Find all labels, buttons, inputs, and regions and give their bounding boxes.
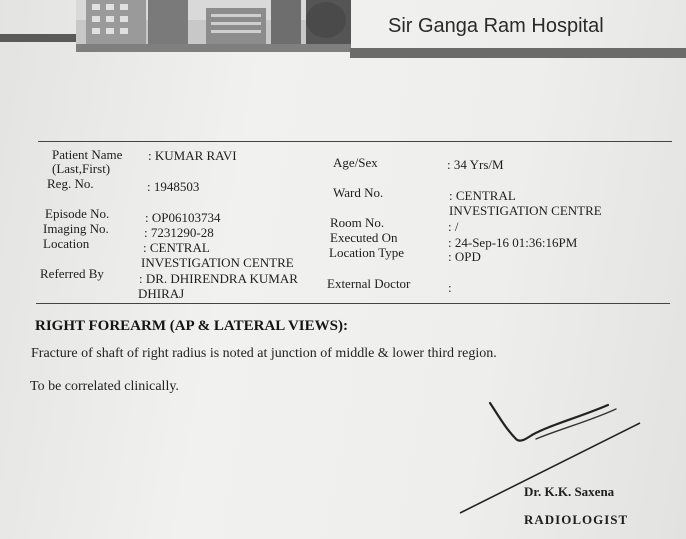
patient-name-value: : KUMAR RAVI bbox=[148, 148, 237, 163]
patient-name-label: Patient Name bbox=[52, 147, 123, 162]
age-sex-label: Age/Sex bbox=[333, 155, 378, 170]
location-value: : CENTRAL bbox=[143, 240, 210, 255]
imaging-no-value: : 7231290-28 bbox=[144, 225, 214, 240]
imaging-no-label: Imaging No. bbox=[43, 221, 109, 236]
hospital-name: Sir Ganga Ram Hospital bbox=[388, 15, 604, 37]
referred-by-value-2: DHIRAJ bbox=[138, 286, 185, 301]
reg-no-label: Reg. No. bbox=[47, 176, 94, 191]
age-sex-value: : 34 Yrs/M bbox=[447, 157, 504, 172]
ward-no-value: : CENTRAL bbox=[449, 188, 516, 203]
report-heading: RIGHT FOREARM (AP & LATERAL VIEWS): bbox=[35, 318, 348, 334]
executed-on-value: : 24-Sep-16 01:36:16PM bbox=[448, 235, 578, 250]
ward-no-value-2: INVESTIGATION CENTRE bbox=[449, 203, 602, 218]
referred-by-value: : DR. DHIRENDRA KUMAR bbox=[139, 271, 298, 286]
room-no-label: Room No. bbox=[330, 215, 385, 230]
external-doctor-value: : bbox=[448, 280, 452, 295]
location-type-label: Location Type bbox=[329, 245, 405, 260]
doctor-designation: RADIOLOGIST bbox=[524, 512, 629, 527]
finding-text: Fracture of shaft of right radius is noted at junction of middle & lower third region. bbox=[31, 346, 497, 361]
divider-bottom bbox=[36, 303, 670, 304]
clinical-note: To be correlated clinically. bbox=[30, 379, 179, 394]
referred-by-label: Referred By bbox=[40, 266, 104, 281]
location-label: Location bbox=[43, 236, 90, 251]
location-type-value: : OPD bbox=[448, 249, 481, 264]
episode-no-label: Episode No. bbox=[45, 206, 110, 221]
reg-no-value: : 1948503 bbox=[147, 179, 200, 194]
room-no-value: : / bbox=[448, 219, 459, 234]
patient-name-sublabel: (Last,First) bbox=[52, 161, 111, 176]
ward-no-label: Ward No. bbox=[333, 185, 384, 200]
divider-top bbox=[38, 141, 672, 142]
doctor-name: Dr. K.K. Saxena bbox=[524, 484, 615, 499]
location-value-2: INVESTIGATION CENTRE bbox=[141, 255, 294, 270]
signature-graphic bbox=[440, 395, 660, 525]
executed-on-label: Executed On bbox=[330, 230, 398, 245]
external-doctor-label: External Doctor bbox=[327, 276, 411, 291]
episode-no-value: : OP06103734 bbox=[145, 210, 221, 225]
